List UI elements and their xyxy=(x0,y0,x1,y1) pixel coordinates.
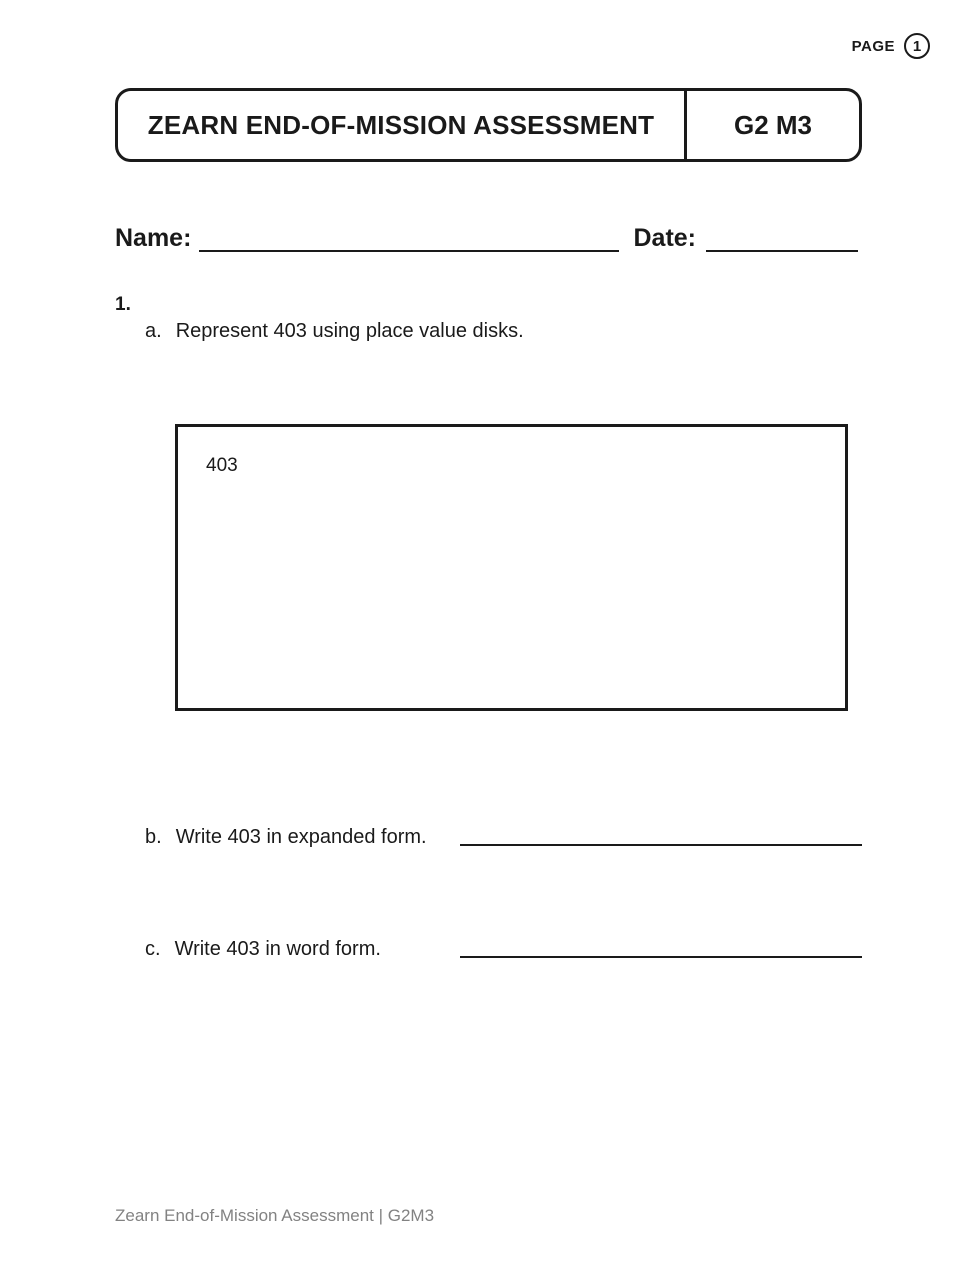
question-part-a xyxy=(145,320,524,343)
name-label: Name: xyxy=(115,223,192,252)
part-a-text: Represent 403 using place value disks. xyxy=(175,320,524,342)
page-number: 1 xyxy=(912,37,922,55)
name-blank-line[interactable] xyxy=(199,224,619,252)
answer-box-value: 403 xyxy=(206,455,238,476)
assessment-header xyxy=(115,88,862,162)
page-indicator xyxy=(852,33,930,59)
part-a-letter: a. xyxy=(145,320,162,342)
part-c-text: Write 403 in word form. xyxy=(174,938,381,960)
question-number: 1. xyxy=(115,294,131,315)
part-c-letter: c. xyxy=(145,938,161,960)
question-part-b xyxy=(145,826,427,849)
page-label: PAGE xyxy=(851,37,895,55)
footer-text: Zearn End-of-Mission Assessment | G2M3 xyxy=(115,1206,435,1225)
part-b-answer-line[interactable] xyxy=(460,824,862,846)
part-c-answer-line[interactable] xyxy=(460,936,862,958)
answer-box[interactable] xyxy=(175,424,848,711)
name-date-row xyxy=(115,224,858,252)
part-b-letter: b. xyxy=(145,826,162,848)
question-part-c xyxy=(145,938,381,961)
assessment-title: ZEARN END-OF-MISSION ASSESSMENT xyxy=(147,109,655,140)
part-b-text: Write 403 in expanded form. xyxy=(175,826,427,848)
date-label: Date: xyxy=(633,223,696,252)
date-blank-line[interactable] xyxy=(706,224,858,252)
assessment-code: G2 M3 xyxy=(684,91,859,159)
page-number-badge xyxy=(904,33,930,59)
